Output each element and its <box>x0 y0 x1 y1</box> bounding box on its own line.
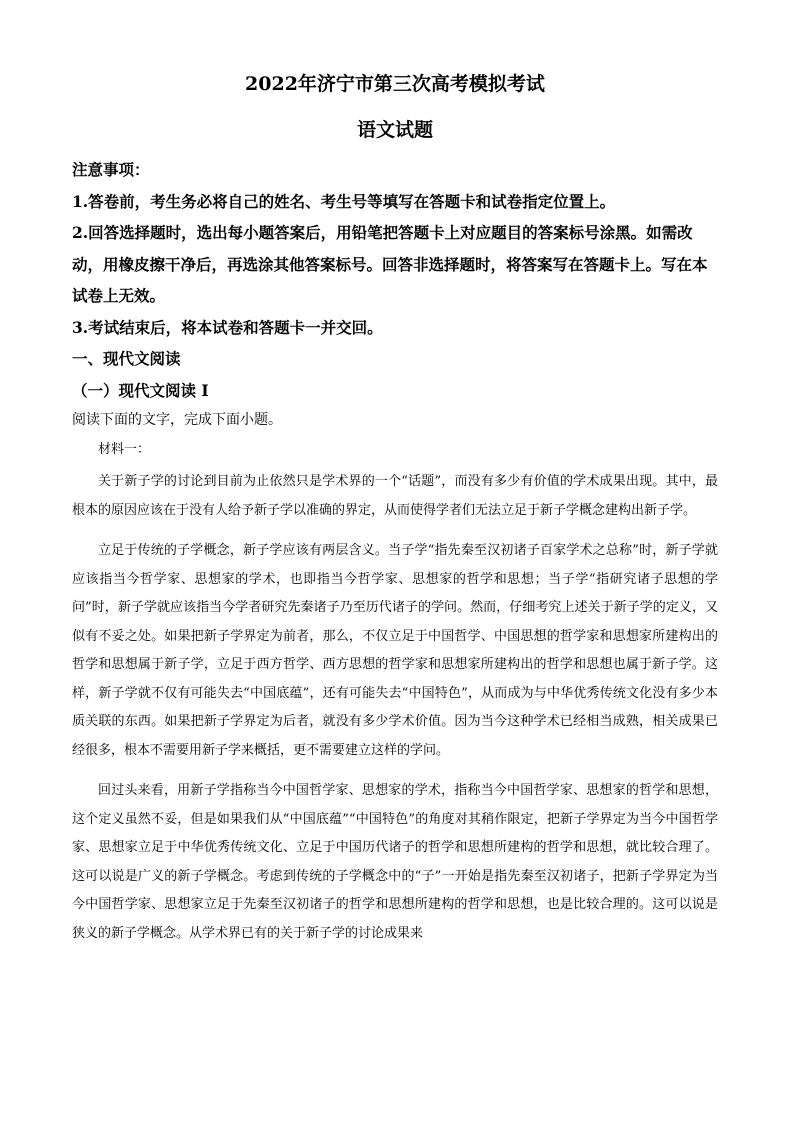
material-paragraph: 回过头来看，用新子学指称当今中国哲学家、思想家的学术，指称当今中国哲学家、思想家的哲学和思想，这个定义虽然不妥，但是如果我们从“中国底蕴”“中国特色”的角度对其稍作限定，把新子学界定为当今中国哲学家、思想家立足于中华优秀传统文化、立足于中国历代诸子的哲学和思想所建构的哲学和思想，就比较合理了。这可以说是广义的新子学概念。考虑到传统的子学概念中的“子”一开始是指先秦至汉初诸子，把新子学界定为当今中国哲学家、思想家立足于先秦至汉初诸子的哲学和思想所建构的哲学和思想，也是比较合理的。这可以说是狭义的新子学概念。从学术界已有的关于新子学的讨论成果来 <box>72 783 718 941</box>
notice-heading: 注意事项： <box>72 160 150 179</box>
subsection-heading: （一）现代文阅读 I <box>72 380 209 400</box>
notice-block <box>72 154 718 343</box>
exam-title: 2022年济宁市第三次高考模拟考试 <box>245 73 545 95</box>
material-paragraph: 关于新子学的讨论到目前为止依然只是学术界的一个“话题”，而没有多少有价值的学术成果出现。其中，最根本的原因应该在于没有人给予新子学以准确的界定，从而使得学者们无法立足于新子学概念建构出新子学。 <box>72 474 718 518</box>
notice-item: 3.考试结束后，将本试卷和答题卡一并交回。 <box>72 317 383 337</box>
section-heading: 一、现代文阅读 <box>72 349 181 368</box>
exam-subtitle: 语文试题 <box>356 119 433 141</box>
reading-instruction: 阅读下面的文字，完成下面小题。 <box>72 412 282 428</box>
notice-item: 2.回答选择题时，选出每小题答案后，用铅笔把答题卡上对应题目的答案标号涂黑。如需改动，用橡皮擦干净后，再选涂其他答案标号。回答非选择题时，将答案写在答题卡上。写在本试卷上无效。 <box>72 223 708 305</box>
material-label: 材料一： <box>98 442 151 457</box>
material-paragraph: 立足于传统的子学概念，新子学应该有两层含义。当子学“指先秦至汉初诸子百家学术之总称”时，新子学就应该指当今哲学家、思想家的学术，也即指当今哲学家、思想家的哲学和思想；当子学“指研究诸子思想的学问”时，新子学就应该指当今学者研究先秦诸子乃至历代诸子的学问。然而，仔细考究上述关于新子学的定义，又似有不妥之处。如果把新子学界定为前者，那么，不仅立足于中国哲学、中国思想的哲学家和思想家所建构出的哲学和思想属于新子学，立足于西方哲学、西方思想的哲学家和思想家所建构出的哲学和思想也属于新子学。这样，新子学就不仅有可能失去“中国底蕴”，还有可能失去“中国特色”，从而成为与中华优秀传统文化没有多少本质关联的东西。如果把新子学界定为后者，就没有多少学术价值。因为当今这种学术已经相当成熟，相关成果已经很多，根本不需要用新子学来概括，更不需要建立这样的学问。 <box>72 543 718 758</box>
reading-section <box>72 343 718 948</box>
notice-item: 1.答卷前，考生务必将自己的姓名、考生号等填写在答题卡和试卷指定位置上。 <box>72 191 616 211</box>
